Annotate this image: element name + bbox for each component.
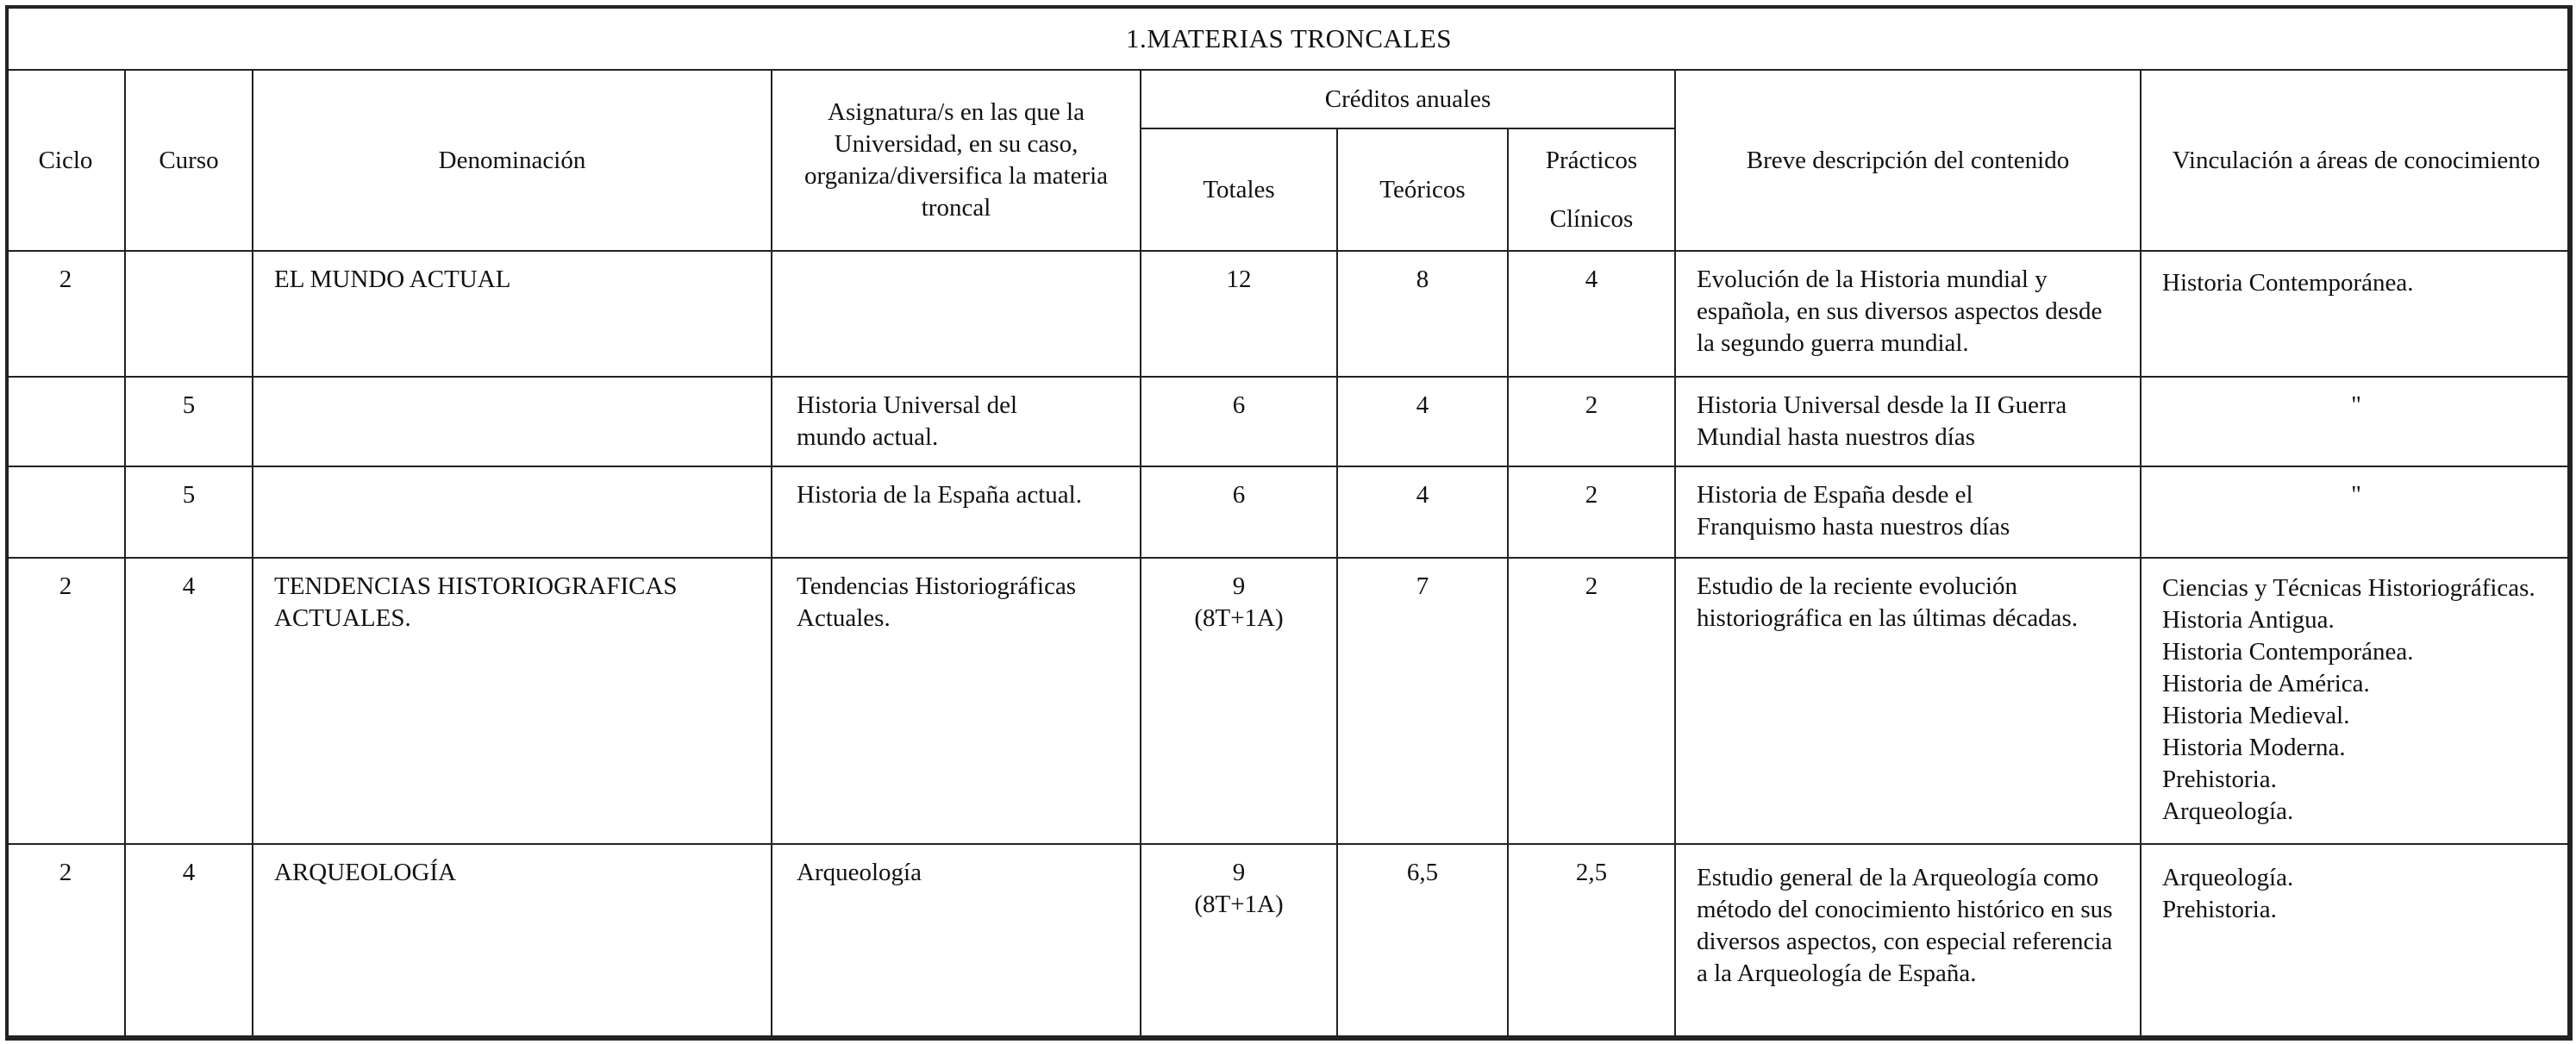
header-vinculacion: Vinculación a áreas de conocimiento <box>2141 70 2572 251</box>
vinculacion-item: Arqueología. <box>2162 797 2294 825</box>
cell-ciclo-text: 2 <box>59 572 72 600</box>
vinculacion-item: Historia Contemporánea. <box>2162 269 2414 297</box>
cell-practicos-text: 2,5 <box>1575 859 1608 886</box>
cell-totales-text: 9 <box>1232 859 1246 886</box>
header-practicos-line1: Prácticos <box>1545 147 1638 174</box>
header-denominacion: Denominación <box>253 70 772 251</box>
cell-denominacion-text: EL MUNDO ACTUAL <box>274 266 511 293</box>
cell-teoricos-text: 8 <box>1416 266 1429 293</box>
cell-totales-text: 9 <box>1232 572 1246 600</box>
header-descripcion: Breve descripción del contenido <box>1675 70 2141 251</box>
cell-asignatura-text: Historia Universal del mundo actual. <box>797 391 1018 451</box>
cell-curso-text: 5 <box>182 391 196 419</box>
header-practicos-line2: Clínicos <box>1549 205 1634 233</box>
cell-curso-text: 4 <box>182 572 196 600</box>
vinculacion-item: Historia Contemporánea. <box>2162 638 2414 666</box>
cell-totales-extra: (8T+1A) <box>1194 891 1284 918</box>
vinculacion-ditto-mark: " <box>2351 481 2361 509</box>
header-asignatura-text: Asignatura/s en las que la Universidad, en su caso, organiza/diversifica la materia troncal <box>803 98 1109 222</box>
cell-ciclo-text: 2 <box>59 266 72 293</box>
cell-practicos-text: 2 <box>1585 572 1598 600</box>
cell-totales-text: 6 <box>1232 391 1246 419</box>
vinculacion-item: Historia de América. <box>2162 670 2370 697</box>
cell-asignatura-text: Tendencias Historiográficas Actuales. <box>797 572 1077 632</box>
cell-denominacion-text: TENDENCIAS HISTORIOGRAFICAS ACTUALES. <box>274 572 678 632</box>
cell-totales-text: 12 <box>1226 266 1252 293</box>
cell-practicos-text: 2 <box>1585 481 1598 509</box>
cell-practicos-text: 4 <box>1585 266 1598 293</box>
vinculacion-item: Historia Medieval. <box>2162 702 2350 729</box>
header-totales: Totales <box>1141 128 1337 251</box>
table-title: 1.MATERIAS TRONCALES <box>6 6 2572 70</box>
cell-asignatura-text: Historia de la España actual. <box>797 481 1082 509</box>
header-ciclo: Ciclo <box>6 70 125 251</box>
vinculacion-item: Historia Moderna. <box>2162 734 2346 761</box>
cell-asignatura-text: Arqueología <box>797 859 922 886</box>
cell-curso-text: 5 <box>182 481 196 509</box>
vinculacion-item: Arqueología. <box>2162 864 2294 891</box>
header-creditos-anuales: Créditos anuales <box>1141 70 1675 128</box>
cell-descripcion-text: Historia de España desde el Franquismo hasta nuestros días <box>1697 481 2010 541</box>
header-teoricos: Teóricos <box>1337 128 1508 251</box>
vinculacion-item: Prehistoria. <box>2162 766 2277 793</box>
page-border <box>5 5 2571 1039</box>
cell-descripcion-text: Evolución de la Historia mundial y española, en sus diversos aspectos desde la segundo guerra mundial. <box>1697 266 2103 357</box>
vinculacion-item: Ciencias y Técnicas Historiográficas. <box>2162 574 2535 602</box>
vinculacion-ditto-mark: " <box>2351 391 2361 419</box>
cell-descripcion-text: Estudio de la reciente evolución historiográfica en las últimas décadas. <box>1697 572 2079 632</box>
vinculacion-item: Prehistoria. <box>2162 896 2277 923</box>
cell-curso-text: 4 <box>182 859 196 886</box>
cell-teoricos-text: 6,5 <box>1406 859 1439 886</box>
cell-teoricos-text: 4 <box>1416 391 1429 419</box>
cell-descripcion-text: Estudio general de la Arqueología como método del conocimiento histórico en sus diversos aspectos, con especial referencia a la Arqueología de España. <box>1697 864 2113 987</box>
cell-denominacion-text: ARQUEOLOGÍA <box>274 859 457 886</box>
cell-practicos-text: 2 <box>1585 391 1598 419</box>
cell-totales-text: 6 <box>1232 481 1246 509</box>
cell-descripcion-text: Historia Universal desde la II Guerra Mundial hasta nuestros días <box>1697 391 2067 451</box>
cell-teoricos-text: 4 <box>1416 481 1429 509</box>
vinculacion-item: Historia Antigua. <box>2162 606 2335 634</box>
cell-totales-extra: (8T+1A) <box>1194 604 1284 632</box>
cell-ciclo-text: 2 <box>59 859 72 886</box>
cell-teoricos-text: 7 <box>1416 572 1429 600</box>
header-curso: Curso <box>125 70 253 251</box>
